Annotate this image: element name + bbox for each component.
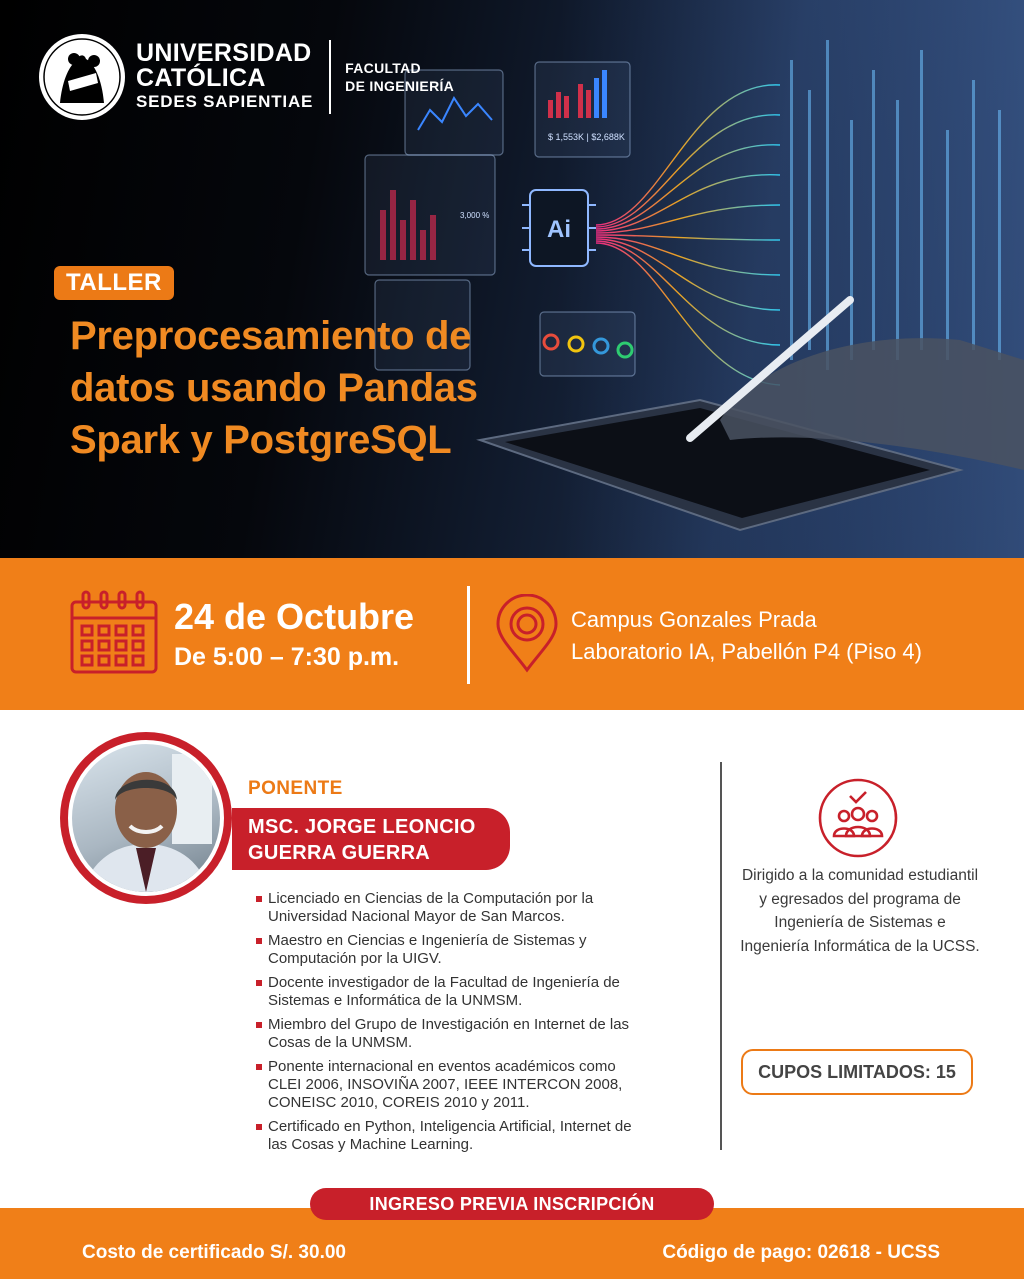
faculty-line2: DE INGENIERÍA xyxy=(345,78,455,94)
location-line2: Laboratorio IA, Pabellón P4 (Piso 4) xyxy=(571,639,922,664)
event-location xyxy=(571,604,922,668)
target-audience-text: Dirigido a la comunidad estudiantil y egresados del programa de Ingeniería de Sistemas e Ingeniería Informática de la UCSS. xyxy=(740,867,980,955)
event-info-band xyxy=(0,558,1024,710)
workshop-badge: TALLER xyxy=(54,266,174,300)
bio-item: Maestro en Ciencias e Ingeniería de Sistemas y Computación por la UIGV. xyxy=(256,932,646,968)
audience-group-icon xyxy=(816,776,900,860)
logo-divider xyxy=(329,40,331,114)
location-line1: Campus Gonzales Prada xyxy=(571,607,817,632)
certificate-cost: Costo de certificado S/. 30.00 xyxy=(82,1242,346,1263)
bio-item: Docente investigador de la Facultad de Ingeniería de Sistemas e Informática de la UNMSM. xyxy=(256,974,646,1010)
bio-item: Certificado en Python, Inteligencia Artificial, Internet de las Cosas y Machine Learning. xyxy=(256,1118,646,1154)
section-divider xyxy=(720,762,722,1150)
workshop-title: Preprocesamiento de datos usando Pandas Spark y PostgreSQL xyxy=(70,314,478,462)
payment-code: Código de pago: 02618 - UCSS xyxy=(662,1242,940,1263)
event-date: 24 de Octubre xyxy=(174,596,415,637)
university-name-line2: CATÓLICA xyxy=(136,64,266,92)
speaker-name-box xyxy=(232,808,510,870)
hero-banner xyxy=(0,0,1024,558)
speaker-photo xyxy=(68,740,224,896)
registration-required-pill: INGRESO PREVIA INSCRIPCIÓN xyxy=(310,1188,714,1220)
location-pin-icon xyxy=(494,594,560,674)
speaker-bio-list xyxy=(256,890,646,1160)
faculty-name xyxy=(345,59,454,95)
bio-item: Licenciado en Ciencias de la Computación por la Universidad Nacional Mayor de San Marcos. xyxy=(256,890,646,926)
speaker-name-line1: MSC. JORGE LEONCIO xyxy=(248,816,476,838)
ai-chip-label: Ai xyxy=(547,216,571,243)
bio-item: Ponente internacional en eventos académicos como CLEI 2006, INSOVIÑA 2007, IEEE INTERCON 2008, CONEISC 2010, COREIS 2010 y 2011. xyxy=(256,1058,646,1112)
university-name-line1: UNIVERSIDAD xyxy=(136,39,312,67)
faculty-line1: FACULTAD xyxy=(345,60,421,76)
speaker-label: PONENTE xyxy=(248,778,343,799)
calendar-icon xyxy=(68,590,160,676)
university-logo xyxy=(38,33,454,121)
bio-item: Miembro del Grupo de Investigación en Internet de las Cosas de la UNMSM. xyxy=(256,1016,646,1052)
university-seal-icon xyxy=(38,33,126,121)
university-name-line3: SEDES SAPIENTIAE xyxy=(136,92,314,111)
speaker-name-line2: GUERRA GUERRA xyxy=(248,842,431,864)
speaker-photo-frame xyxy=(60,732,232,904)
band-divider xyxy=(467,586,470,684)
hero-metric-text: $ 1,553K | $2,688K xyxy=(548,132,625,142)
limited-seats-badge: CUPOS LIMITADOS: 15 xyxy=(741,1049,973,1095)
event-time: De 5:00 – 7:30 p.m. xyxy=(174,643,400,671)
speaker-portrait-illustration xyxy=(72,744,220,892)
hero-percent-text: 3,000 % xyxy=(460,211,490,220)
